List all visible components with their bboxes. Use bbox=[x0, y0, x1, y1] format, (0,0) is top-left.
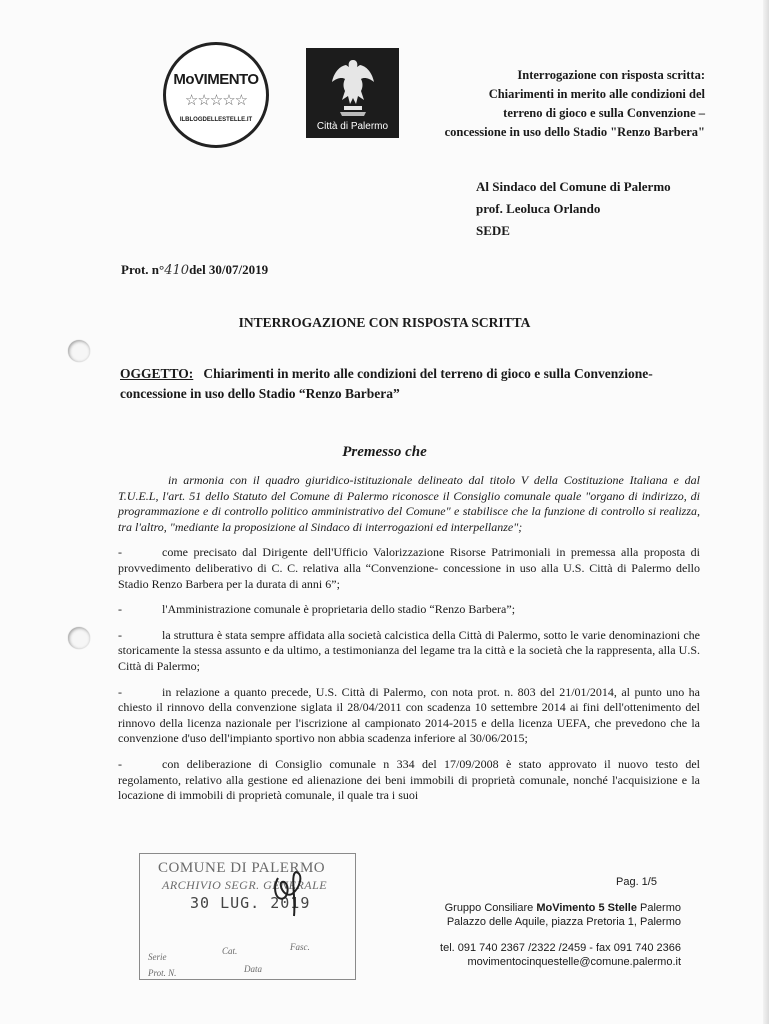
stamp-field-data: Data bbox=[244, 964, 262, 974]
paragraph-text: come precisato dal Dirigente dell'Ufficio Valorizzazione Risorse Patrimoniali in premessa alla proposta di provvedimento deliberativo di C. C. relativa alla “Convenzione- concessione in uso alla U.S. Città di Palermo dello Stadio Renzo Barbera per la durata di anni 6”; bbox=[118, 545, 700, 591]
body-paragraph bbox=[118, 757, 700, 804]
header-title-line: Interrogazione con risposta scritta: bbox=[517, 68, 705, 82]
body-paragraph: in armonia con il quadro giuridico-istituzionale delineato dal titolo V della Costituzione Italiana e dal T.U.E.L, l'art. 51 dello Statuto del Comune di Palermo riconosce il Consiglio comunale quale "organo di indirizzo, di programmazione e di controllo politico amministrativo del Comune" e stabilisce che la funzione di controllo si realizza, tra l'altro, "mediante la proposizione al Sindaco di interrogazioni ed interpellanze"; bbox=[118, 473, 700, 534]
footer-spacer bbox=[440, 929, 681, 941]
subject-label: OGGETTO: bbox=[120, 366, 194, 381]
punch-hole-bottom bbox=[68, 627, 90, 649]
stamp-field-prot: Prot. N. bbox=[148, 968, 177, 978]
document-body bbox=[118, 473, 700, 814]
body-paragraph bbox=[118, 545, 700, 592]
addressee-line: SEDE bbox=[476, 223, 510, 238]
header-title-line: terreno di gioco e sulla Convenzione – bbox=[503, 106, 705, 120]
movimento-5-stelle-logo bbox=[163, 42, 269, 148]
handwritten-signature bbox=[270, 868, 310, 920]
protocol-date: del 30/07/2019 bbox=[189, 262, 269, 277]
page-number: Pag. 1/5 bbox=[616, 876, 657, 888]
dash-marker: - bbox=[118, 545, 122, 560]
eagle-crest-icon bbox=[330, 56, 376, 118]
subject-text: Chiarimenti in merito alle condizioni del terreno di gioco e sulla Convenzione-concessione in uso dello Stadio “Renzo Barbera” bbox=[120, 366, 653, 401]
header-title-line: Chiarimenti in merito alle condizioni del bbox=[488, 87, 705, 101]
stamp-field-serie: Serie bbox=[148, 952, 167, 962]
logo-blog-text: ILBLOGDELLESTELLE.IT bbox=[179, 117, 253, 123]
section-heading: Premesso che bbox=[342, 444, 427, 460]
addressee-line: Al Sindaco del Comune di Palermo bbox=[476, 179, 671, 194]
footer-email: movimentocinquestelle@comune.palermo.it bbox=[467, 956, 681, 968]
subject-block bbox=[120, 364, 700, 404]
stamp-subtitle: ARCHIVIO SEGR. GENERALE bbox=[162, 878, 328, 892]
stamp-field-cat: Cat. bbox=[222, 946, 238, 956]
logo-stars: ☆☆☆☆☆ bbox=[184, 93, 248, 109]
paragraph-text: l'Amministrazione comunale è proprietaria dello stadio “Renzo Barbera”; bbox=[162, 602, 516, 617]
archive-stamp bbox=[139, 853, 356, 980]
protocol-prefix: Prot. n° bbox=[121, 262, 165, 277]
addressee-line: prof. Leoluca Orlando bbox=[476, 201, 601, 216]
body-paragraph bbox=[118, 602, 700, 618]
header-title-line: concessione in uso dello Stadio "Renzo Barbera" bbox=[444, 125, 705, 139]
paragraph-text: in relazione a quanto precede, U.S. Città di Palermo, con nota prot. n. 803 del 21/01/2014, al punto uno ha chiesto il rinnovo della convenzione siglata il 28/04/2011 con scadenza 10 settembre 2014 ai fini dell'ottenimento del rinnovo della licenza nazionale per l'iscrizione al campionato 2014-2015 e della licenza UEFA, che prevedono che la convenzione d'uso dell'impianto sportivo non abbia scadenza inferiore al 30/06/2015; bbox=[118, 684, 700, 746]
logo-wordmark: MoVIMENTO bbox=[173, 71, 259, 88]
footer-address: Palazzo delle Aquile, piazza Pretoria 1, Palermo bbox=[446, 916, 681, 928]
dash-marker: - bbox=[118, 627, 122, 642]
header-title bbox=[375, 66, 705, 142]
logo-city-name: Città di Palermo bbox=[316, 121, 389, 132]
dash-marker: - bbox=[118, 756, 122, 771]
footer-group bbox=[440, 901, 681, 915]
punch-hole-top bbox=[68, 340, 90, 362]
document-title: INTERROGAZIONE CON RISPOSTA SCRITTA bbox=[238, 315, 531, 330]
footer-group-prefix: Gruppo Consiliare bbox=[444, 902, 537, 914]
page-edge-shadow bbox=[763, 0, 769, 1024]
body-paragraph bbox=[118, 628, 700, 675]
stamp-field-fasc: Fasc. bbox=[290, 942, 310, 952]
addressee-block bbox=[476, 176, 671, 242]
footer-phone: tel. 091 740 2367 /2322 /2459 - fax 091 740 2366 bbox=[440, 942, 681, 954]
stamp-title: COMUNE DI PALERMO bbox=[158, 860, 326, 876]
body-paragraph bbox=[118, 685, 700, 747]
footer-group-suffix: Palermo bbox=[636, 902, 681, 914]
dash-marker: - bbox=[118, 602, 122, 617]
protocol-handwritten-number: 410 bbox=[164, 263, 190, 278]
protocol-line bbox=[121, 262, 268, 278]
stamp-date: 30 LUG. 2019 bbox=[190, 894, 311, 912]
paragraph-text: con deliberazione di Consiglio comunale n 334 del 17/09/2008 è stato approvato il nuovo testo del regolamento, relativo alla gestione ed alienazione dei beni immobili di proprietà comunale, nonché l'acquisizione e la locazione di immobili di proprietà comunale, il quale tra i suoi bbox=[118, 756, 700, 803]
paragraph-text: la struttura è stata sempre affidata alla società calcistica della Città di Palermo, sotto le varie denominazioni che storicamente la stessa assunto e da ultimo, a testimonianza del legame tra la città e la società che la rappresenta, alla U.S. Città di Palermo; bbox=[118, 627, 700, 673]
footer-group-bold: MoVimento 5 Stelle bbox=[536, 902, 637, 914]
footer-contact bbox=[440, 901, 681, 969]
dash-marker: - bbox=[118, 684, 122, 699]
